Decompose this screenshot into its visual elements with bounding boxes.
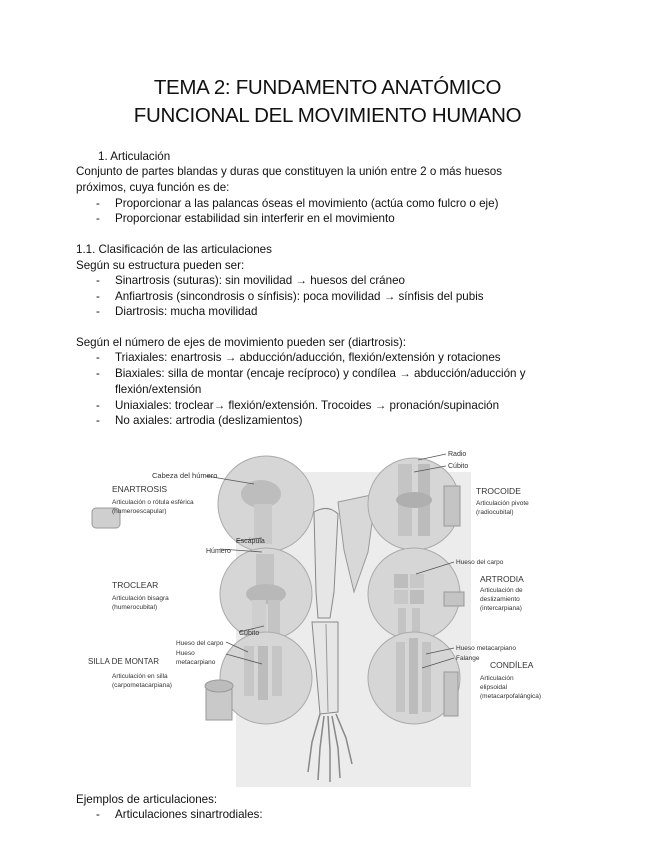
bullet-item: No axiales: artrodia (deslizamientos) [115,414,303,427]
label-artrodia-desc2: deslizamiento [480,596,520,603]
section-heading-clasificacion: 1.1. Clasificación de las articulaciones [76,243,272,256]
label-cubito-right: Cúbito [448,463,469,470]
page-title-line2: FUNCIONAL DEL MOVIMIENTO HUMANO [133,104,522,127]
label-hueso-metacarpiano-left-2: metacarpiano [176,659,216,666]
label-trocoide-desc2: (radiocubital) [476,509,514,516]
section-heading-articulacion: 1. Articulación [98,150,171,163]
bullet-dash: - [96,399,100,412]
label-condilea-desc2: elipsoidal [480,684,508,691]
bullet-item: Anfiartrosis (sincondrosis o sínfisis): poca movilidad → sínfisis del pubis [115,290,484,303]
label-troclear: TROCLEAR [112,580,159,590]
bullet-dash: - [96,414,100,427]
paragraph-line: Conjunto de partes blandas y duras que constituyen la unión entre 2 o más huesos [76,165,503,178]
label-hueso-metacarpiano-right: Hueso metacarpiano [456,645,516,652]
label-silla: SILLA DE MONTAR [88,657,159,666]
condilea-model-icon [444,672,458,716]
bullet-item: Articulaciones sinartrodiales: [115,808,263,821]
label-trocoide: TROCOIDE [476,486,521,496]
bullet-item: Proporcionar estabilidad sin interferir en el movimiento [115,212,395,225]
label-silla-desc2: (carpometacarpiana) [112,682,172,689]
troclear-circle [220,548,312,640]
bullet-item: Uniaxiales: troclear→ flexión/extensión. Trocoides → pronación/supinación [115,399,500,412]
label-cabeza-humero: Cabeza del húmero [152,471,218,480]
bullet-dash: - [96,197,100,210]
label-escapula: Escápula [236,538,265,545]
label-artrodia-desc3: (intercarpiana) [480,605,522,612]
label-silla-desc1: Articulación en silla [112,673,168,680]
paragraph-line: Según el número de ejes de movimiento pueden ser (diartrosis): [76,336,406,349]
examples-heading: Ejemplos de articulaciones: [76,793,218,806]
paragraph-line: Según su estructura pueden ser: [76,259,245,272]
label-enartrosis-desc2: (humeroescapular) [112,508,167,515]
bullet-dash: - [96,305,100,318]
bullet-dash: - [96,351,100,364]
label-condilea: CONDÍLEA [490,660,534,670]
label-enartrosis-desc1: Articulación o rótula esférica [112,499,194,506]
artrodia-model-icon [444,592,464,606]
bullet-item: Biaxiales: silla de montar (encaje recíproco) y condílea → abducción/aducción y [115,367,526,380]
label-artrodia-desc1: Articulación de [480,587,523,594]
bullet-item: Triaxiales: enartrosis → abducción/aducción, flexión/extensión y rotaciones [115,351,501,364]
bullet-item: Sinartrosis (suturas): sin movilidad → huesos del cráneo [115,274,405,287]
bullet-item: Proporcionar a las palancas óseas el movimiento (actúa como fulcro o eje) [115,197,499,210]
bullet-dash: - [96,290,100,303]
bullet-item: Diartrosis: mucha movilidad [115,305,258,318]
label-trocoide-desc1: Articulación pivote [476,500,529,507]
label-falange: Falange [456,655,480,662]
label-artrodia: ARTRODIA [480,574,524,584]
paragraph-line: próximos, cuya función es de: [76,181,230,194]
bullet-dash: - [96,212,100,225]
label-enartrosis: ENARTROSIS [112,484,168,494]
silla-model-icon [205,680,233,720]
enartrosis-circle [218,456,314,552]
bullet-dash: - [96,274,100,287]
bullet-item-continuation: flexión/extensión [115,383,202,396]
label-troclear-desc2: (humerocubital) [112,604,158,611]
label-hueso-metacarpiano-left-1: Hueso [176,650,195,657]
label-condilea-desc1: Articulación [480,675,514,682]
label-troclear-desc1: Articulación bisagra [112,595,169,602]
label-cubito: Cúbito [239,630,260,637]
page-title-line1: TEMA 2: FUNDAMENTO ANATÓMICO [153,76,502,99]
bullet-dash: - [96,367,100,380]
label-hueso-carpo-right: Hueso del carpo [456,559,504,566]
bullet-dash: - [96,808,100,821]
trocoide-model-icon [444,486,460,526]
joints-illustration [76,442,566,787]
label-humero: Húmero [206,548,231,555]
label-radio: Radio [448,451,467,458]
label-hueso-carpo-left: Hueso del carpo [176,640,224,647]
label-condilea-desc3: (metacarpofalángica) [480,693,542,700]
